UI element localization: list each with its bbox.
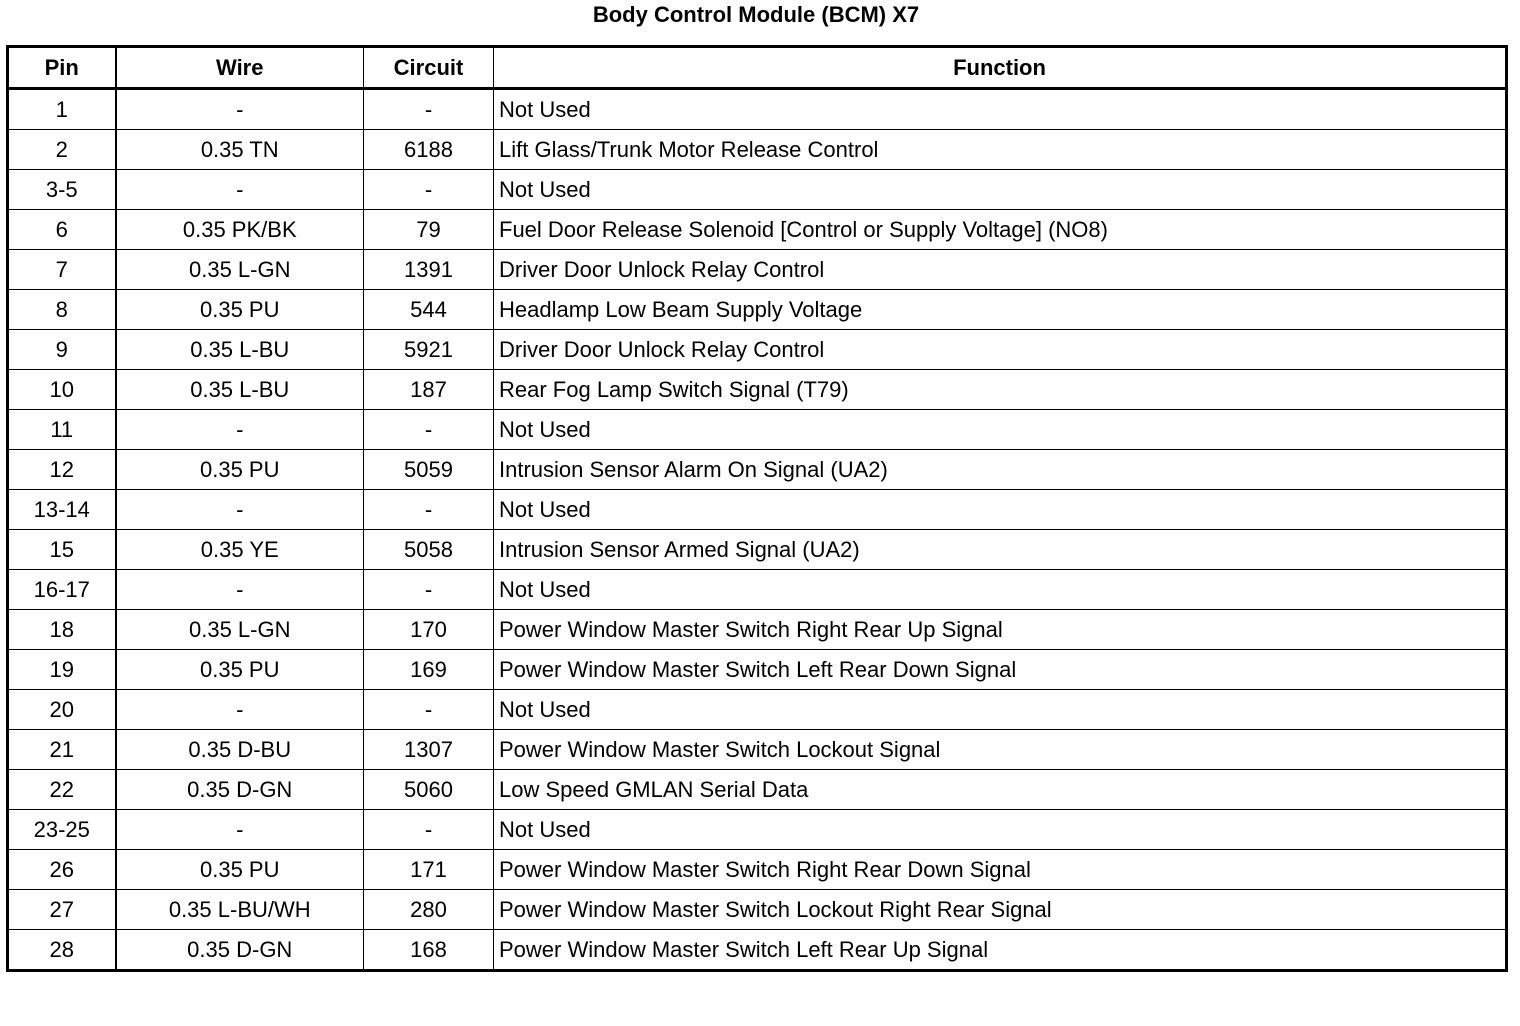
pin-cell: 28	[8, 930, 116, 971]
function-cell: Power Window Master Switch Right Rear Down Signal	[494, 850, 1507, 890]
function-cell: Driver Door Unlock Relay Control	[494, 250, 1507, 290]
pin-cell: 27	[8, 890, 116, 930]
column-header-circuit: Circuit	[364, 47, 494, 89]
function-cell: Low Speed GMLAN Serial Data	[494, 770, 1507, 810]
table-row	[8, 610, 1507, 650]
pin-cell: 13-14	[8, 490, 116, 530]
wire-cell: -	[116, 570, 364, 610]
table-row	[8, 770, 1507, 810]
function-cell: Intrusion Sensor Armed Signal (UA2)	[494, 530, 1507, 570]
table-row	[8, 290, 1507, 330]
circuit-cell: 170	[364, 610, 494, 650]
table-row	[8, 810, 1507, 850]
column-header-pin: Pin	[8, 47, 116, 89]
pin-cell: 15	[8, 530, 116, 570]
wire-cell: 0.35 PU	[116, 450, 364, 490]
circuit-cell: 544	[364, 290, 494, 330]
function-cell: Not Used	[494, 89, 1507, 130]
wire-cell: 0.35 L-GN	[116, 250, 364, 290]
pin-cell: 18	[8, 610, 116, 650]
wire-cell: 0.35 L-GN	[116, 610, 364, 650]
pin-cell: 11	[8, 410, 116, 450]
function-cell: Fuel Door Release Solenoid [Control or Supply Voltage] (NO8)	[494, 210, 1507, 250]
table-row	[8, 89, 1507, 130]
table-row	[8, 130, 1507, 170]
circuit-cell: 1307	[364, 730, 494, 770]
table-body	[8, 89, 1507, 971]
circuit-cell: 169	[364, 650, 494, 690]
circuit-cell: -	[364, 690, 494, 730]
pin-cell: 8	[8, 290, 116, 330]
circuit-cell: 79	[364, 210, 494, 250]
function-cell: Not Used	[494, 570, 1507, 610]
pin-cell: 1	[8, 89, 116, 130]
function-cell: Headlamp Low Beam Supply Voltage	[494, 290, 1507, 330]
pin-cell: 10	[8, 370, 116, 410]
pin-cell: 9	[8, 330, 116, 370]
table-row	[8, 690, 1507, 730]
function-cell: Power Window Master Switch Lockout Right Rear Signal	[494, 890, 1507, 930]
table-row	[8, 370, 1507, 410]
circuit-cell: 168	[364, 930, 494, 971]
table-row	[8, 530, 1507, 570]
column-header-wire: Wire	[116, 47, 364, 89]
function-cell: Lift Glass/Trunk Motor Release Control	[494, 130, 1507, 170]
circuit-cell: 280	[364, 890, 494, 930]
table-row	[8, 330, 1507, 370]
function-cell: Power Window Master Switch Lockout Signal	[494, 730, 1507, 770]
circuit-cell: 5058	[364, 530, 494, 570]
wire-cell: -	[116, 89, 364, 130]
circuit-cell: 5059	[364, 450, 494, 490]
table-header-row	[8, 47, 1507, 89]
function-cell: Power Window Master Switch Right Rear Up Signal	[494, 610, 1507, 650]
circuit-cell: 1391	[364, 250, 494, 290]
wire-cell: 0.35 TN	[116, 130, 364, 170]
wire-cell: -	[116, 170, 364, 210]
pin-cell: 22	[8, 770, 116, 810]
table-row	[8, 450, 1507, 490]
wire-cell: 0.35 D-GN	[116, 770, 364, 810]
pin-cell: 26	[8, 850, 116, 890]
wire-cell: 0.35 L-BU	[116, 370, 364, 410]
page-title: Body Control Module (BCM) X7	[592, 2, 920, 27]
table-row	[8, 570, 1507, 610]
circuit-cell: -	[364, 570, 494, 610]
wire-cell: 0.35 PU	[116, 290, 364, 330]
function-cell: Rear Fog Lamp Switch Signal (T79)	[494, 370, 1507, 410]
wire-cell: 0.35 L-BU	[116, 330, 364, 370]
pin-cell: 23-25	[8, 810, 116, 850]
circuit-cell: 171	[364, 850, 494, 890]
wire-cell: 0.35 YE	[116, 530, 364, 570]
function-cell: Power Window Master Switch Left Rear Down Signal	[494, 650, 1507, 690]
table-row	[8, 890, 1507, 930]
wire-cell: 0.35 PU	[116, 650, 364, 690]
pin-cell: 12	[8, 450, 116, 490]
table-row	[8, 410, 1507, 450]
circuit-cell: 187	[364, 370, 494, 410]
wire-cell: 0.35 PK/BK	[116, 210, 364, 250]
wire-cell: 0.35 PU	[116, 850, 364, 890]
pin-cell: 7	[8, 250, 116, 290]
circuit-cell: 5060	[364, 770, 494, 810]
table-row	[8, 850, 1507, 890]
circuit-cell: -	[364, 490, 494, 530]
pin-cell: 6	[8, 210, 116, 250]
circuit-cell: -	[364, 89, 494, 130]
function-cell: Driver Door Unlock Relay Control	[494, 330, 1507, 370]
pin-cell: 3-5	[8, 170, 116, 210]
circuit-cell: 5921	[364, 330, 494, 370]
circuit-cell: -	[364, 810, 494, 850]
circuit-cell: 6188	[364, 130, 494, 170]
function-cell: Not Used	[494, 490, 1507, 530]
pin-cell: 2	[8, 130, 116, 170]
column-header-function: Function	[494, 47, 1507, 89]
wire-cell: 0.35 D-GN	[116, 930, 364, 971]
pin-cell: 16-17	[8, 570, 116, 610]
function-cell: Not Used	[494, 690, 1507, 730]
wire-cell: -	[116, 690, 364, 730]
circuit-cell: -	[364, 410, 494, 450]
pin-cell: 19	[8, 650, 116, 690]
function-cell: Intrusion Sensor Alarm On Signal (UA2)	[494, 450, 1507, 490]
wire-cell: 0.35 D-BU	[116, 730, 364, 770]
wire-cell: -	[116, 810, 364, 850]
table-row	[8, 250, 1507, 290]
pin-cell: 21	[8, 730, 116, 770]
wire-cell: -	[116, 410, 364, 450]
wire-cell: -	[116, 490, 364, 530]
table-row	[8, 490, 1507, 530]
connector-pinout-table	[6, 45, 1508, 972]
function-cell: Not Used	[494, 410, 1507, 450]
function-cell: Not Used	[494, 170, 1507, 210]
table-row	[8, 730, 1507, 770]
circuit-cell: -	[364, 170, 494, 210]
table-row	[8, 210, 1507, 250]
table-row	[8, 930, 1507, 971]
pin-cell: 20	[8, 690, 116, 730]
table-row	[8, 170, 1507, 210]
table-row	[8, 650, 1507, 690]
wire-cell: 0.35 L-BU/WH	[116, 890, 364, 930]
function-cell: Power Window Master Switch Left Rear Up Signal	[494, 930, 1507, 971]
function-cell: Not Used	[494, 810, 1507, 850]
